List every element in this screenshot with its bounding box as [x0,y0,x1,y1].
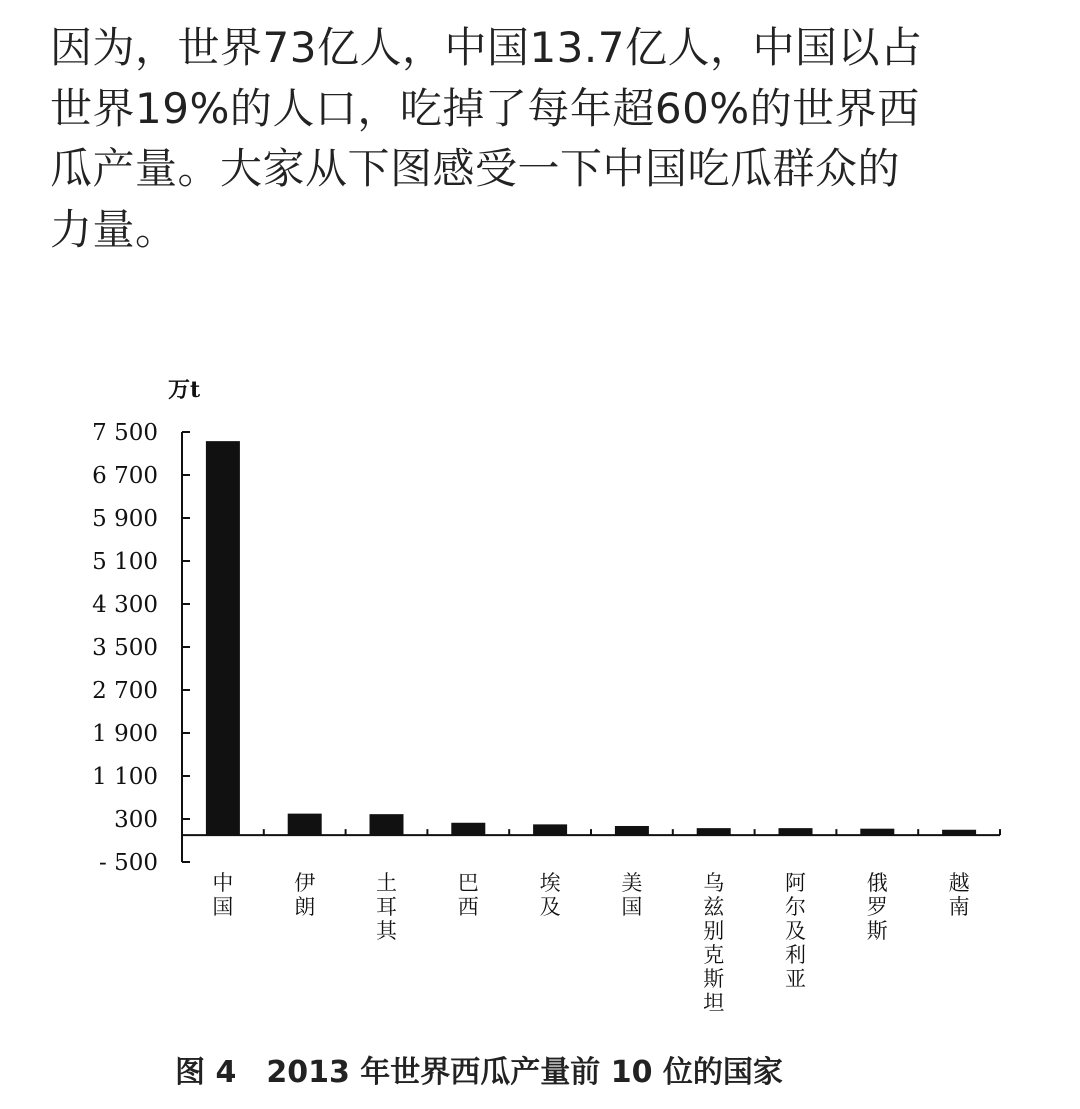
article-intro-text: 因为，世界73亿人，中国13.7亿人，中国以占 世界19%的人口，吃掉了每年超60%的世界西 瓜产量。大家从下图感受一下中国吃瓜群众的 力量。 [50,23,923,254]
category-label: 乌兹别克斯坦 [703,871,725,1015]
category-label: 阿尔及利亚 [785,871,806,991]
category-label: 俄罗斯 [866,871,888,943]
category-labels [212,871,969,1015]
y-tick-label: 1 100 [92,764,158,790]
y-axis-ticks [92,420,190,876]
category-label: 埃及 [539,871,561,919]
category-label: 巴西 [457,871,479,919]
y-tick-label: - 500 [99,850,158,876]
y-tick-label: 2 700 [92,678,158,704]
y-axis-unit-label: 万t [168,377,201,403]
y-tick-label: 1 900 [92,721,158,747]
category-label: 中国 [212,871,234,919]
watermelon-production-bar-chart [0,340,1080,1109]
y-tick-label: 5 100 [92,549,158,575]
y-tick-label: 300 [114,807,158,833]
y-tick-label: 7 500 [92,420,158,446]
y-tick-label: 5 900 [92,506,158,532]
bar [288,814,322,836]
category-label: 美国 [621,871,643,919]
bar [206,441,240,835]
y-tick-label: 3 500 [92,635,158,661]
bar [370,814,404,835]
bar [533,824,567,835]
bar [779,828,813,835]
category-label: 伊朗 [294,871,316,919]
bar [697,828,731,835]
bar [451,823,485,835]
y-tick-label: 6 700 [92,463,158,489]
bar [615,826,649,835]
bars-group [206,441,976,835]
y-tick-label: 4 300 [92,592,158,618]
category-label: 越南 [948,871,970,919]
chart-caption: 图 4 2013 年世界西瓜产量前 10 位的国家 [175,1055,783,1090]
category-label: 土耳其 [376,871,397,943]
